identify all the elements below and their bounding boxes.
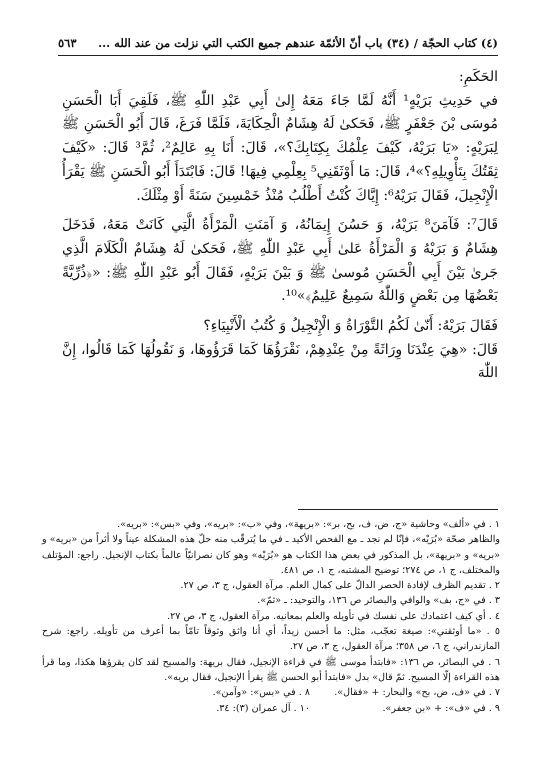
footnote: ٦ . في البصائر، ص ١٣٦: «فابتدأ موسى ﷺ في قراءة الإنجيل، فقال بريهة: والمسيح لقد كان يقرؤها هكذا، وما قرأ هذه القراءة إلّا المسيح. ثمّ قال» بدل «فابتدأ أبو الحسن ﷺ يقرأ الإنجيل، فقال بريه». bbox=[42, 656, 500, 683]
footnote: والظاهر صحّة «بُرَيْه»، فإنّا لم نجد ـ مع الفحص الأكيد ـ في ما يُترقّب منه حلّ هذه المشكلة عيناً ولا أثراً من «بريه» و «بريه» و «بريهة»، بل المذكور في بعض هذا الكتاب هو «بُرَيْه» وهو كان نصرانيّاً عالماً بكتاب الإنجيل. راجع: المؤتلف والمختلف، ج ١، ص ٢٧٤؛ توضيح المشتبه، ج ١، ص ٤٨١. bbox=[42, 534, 500, 576]
footnote-row bbox=[42, 701, 500, 716]
footnote: ١٠ . آل عمران (٣): ٣٤. bbox=[216, 702, 310, 714]
footnote: ٢ . تقديم الظرف لإفادة الحصر الدالّ على كمال العلم. مرآة العقول، ج ٣، ص ٢٧. bbox=[180, 580, 500, 592]
footnote: ٥ . «ما أوثقني»: صيغة تعجّب، مثل: ما أحسن زيداً، أي أنا واثق وثوقاً تامّاً بما أعرف من تأويله. راجع: شرح المازندراني، ج ٦، ص ٣٥٨؛ مرآة العقول، ج ٣، ص ٢٧. bbox=[42, 626, 500, 653]
main-text bbox=[62, 66, 498, 386]
footnote: ٤ . أي كيف اعتمادك على نفسك في تأويله والعلم بمعانيه. مرآة العقول، ج ٣، ص ٢٧. bbox=[167, 610, 500, 622]
paragraph: قَالَ: «هِيَ عِنْدَنَا وِرَاثَةً مِنْ عِنْدِهِمْ، نَقْرَؤُهَا كَمَا قَرَؤُوهَا، وَ نَقُولُهَا كَمَا قَالُوا، إِنَّ اللّٰهَ bbox=[62, 341, 498, 382]
running-title: (٤) كتاب الحجّة / (٣٤) باب أنّ الأئمّة عندهم جميع الكتب التي نزلت من عند الله ... bbox=[98, 36, 498, 50]
footnote: ٣ . في «ج، بف» والوافي والبصائر ص ١٣٦، والتوحيد: ـ «ثمّ». bbox=[257, 595, 500, 607]
page-header bbox=[58, 34, 498, 52]
paragraph: قَالَ⁷: فَآمَنَ⁸ بَرَيْهُ، وَ حَسُنَ إِيمَانُهُ، وَ آمَنَتِ الْمَرْأَةُ الَّتِي كَانَتْ مَعَهُ، فَدَخَلَ هِشَامٌ وَ بَرَيْهُ وَ الْمَرْأَةُ عَلىٰ أَبِي عَبْدِ اللّٰهِ ﷺ، فَحَكىٰ لَهُ هِشَامٌ الْكَلَامَ الَّذِي جَرىٰ بَيْنَ أَبِي الْحَسَنِ مُوسىٰ ﷺ وَ بَيْنَ بَرَيْهٍ، فَقَالَ أَبُو عَبْدِ اللّٰهِ ﷺ: «﴿ذُرِّيَّةً بَعْضُهَا مِن بَعْضٍ وَاللّٰهُ سَمِيعٌ عَلِيمٌ﴾»¹⁰. bbox=[62, 217, 499, 305]
footnote: ١ . في «ألف» وحاشية «ج، ض، ف، بح، بر»: «بريهة»، وفي «ب»: «بريه»، وفي «بس»: «بريه». bbox=[117, 519, 500, 530]
footnote-row bbox=[42, 685, 500, 700]
footnote: ٨ . في «بس»: «وآمن». bbox=[212, 687, 310, 699]
page-number: ٥٦٣ bbox=[58, 36, 77, 50]
footnote: ٧ . في «ف، ض، بح» والبحار: + «فقال». bbox=[334, 687, 500, 699]
footnotes bbox=[42, 517, 500, 716]
footnote-rule bbox=[298, 509, 498, 510]
header-rule bbox=[58, 55, 498, 56]
paragraph: في حَدِيثِ بَرَيْهٍ¹ أَنَّهُ لَمَّا جَاءَ مَعَهُ إِلىٰ أَبِي عَبْدِ اللّٰهِ ﷺ، فَلَقِيَ أَبَا الْحَسَنِ مُوسَى بْنَ جَعْفَرٍ ﷺ، فَحَكىٰ لَهُ هِشَامٌ الْحِكَايَةَ، فَلَمَّا فَرَغَ، قَالَ أَبُو الْحَسَنِ ﷺ لِبَرَيْهٍ: «يَا بَرَيْهُ، كَيْفَ عِلْمُكَ بِكِتَابِكَ؟»، قَالَ: أَنَا بِهِ عَالِمٌ²، ثُمَّ³ قَالَ: «كَيْفَ ثِقَتُكَ بِتَأْوِيلِهِ؟»⁴، قَالَ: مَا أَوْثَقَنِي⁵ بِعِلْمِي فِيهَا! قَالَ: فَابْتَدَأَ أَبُو الْحَسَنِ ﷺ يَقْرَأُ الْإِنْجِيلَ، فَقَالَ بَرَيْهُ⁶: إِيَّاكَ كُنْتُ أَطْلُبُ مُنْذُ خَمْسِينَ سَنَةً أَوْ مِثْلَكَ. bbox=[62, 92, 499, 204]
footnote: ٩ . في «ف»: + «بن جعفر». bbox=[382, 702, 500, 714]
paragraph: الحَكَمِ: bbox=[459, 69, 498, 85]
paragraph: فَقَالَ بَرَيْهُ: أَنّىٰ لَكُمُ التَّوْرَاةُ وَ الْإِنْجِيلُ وَ كُتُبُ الْأَنْبِيَاءِ؟ bbox=[203, 318, 498, 335]
